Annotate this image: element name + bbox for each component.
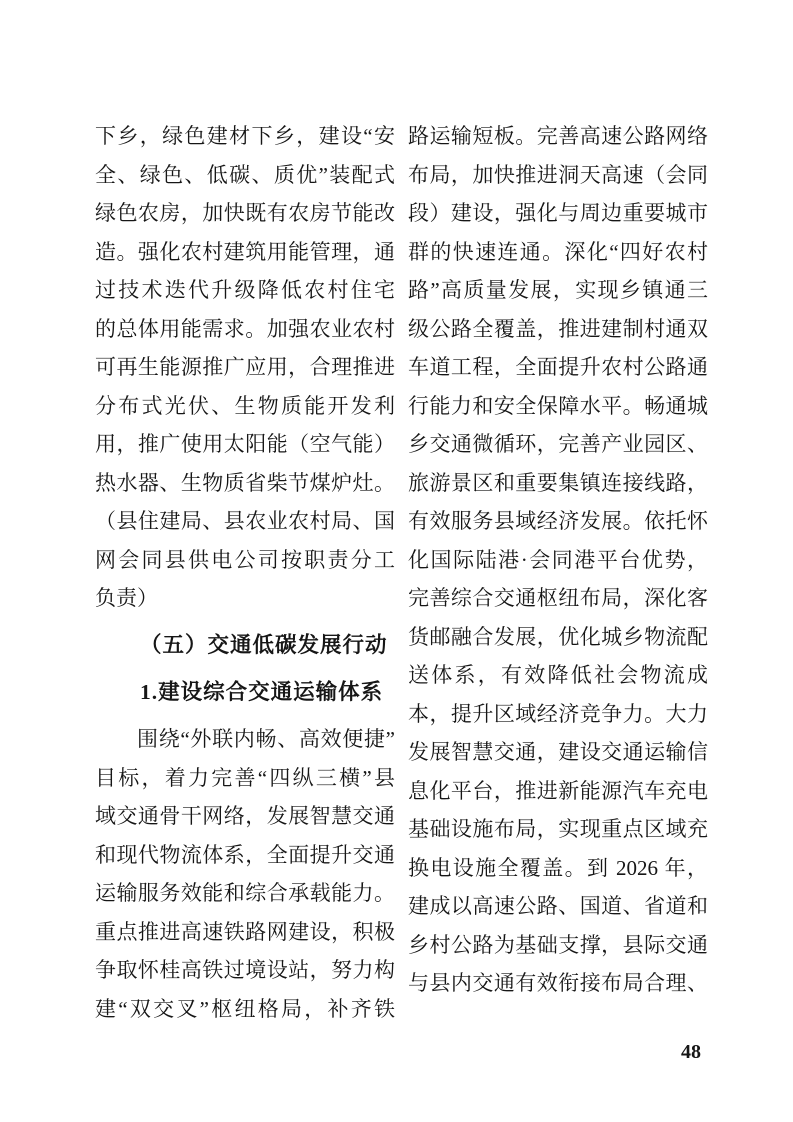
page-content bbox=[95, 117, 708, 1028]
text-line: 建“双交叉”枢纽格局，补齐铁 bbox=[95, 996, 395, 1021]
section-heading: （五）交通低碳发展行动 bbox=[140, 633, 388, 657]
page-number: 48 bbox=[681, 1041, 701, 1063]
text-line: 绿色农房，加快既有农房节能改 bbox=[95, 201, 395, 225]
text-line: 旅游景区和重要集镇连接线路， bbox=[408, 470, 708, 495]
text-line: 化国际陆港·会同港平台优势， bbox=[408, 547, 708, 572]
paragraph-transport-system bbox=[95, 720, 395, 1028]
text-line: 运输服务效能和综合承载能力。 bbox=[95, 881, 395, 905]
subsection-heading: 1.建设综合交通运输体系 bbox=[140, 680, 384, 704]
text-line: 发展智慧交通，建设交通运输信 bbox=[408, 740, 708, 764]
text-line: 目标，着力完善“四纵三横”县 bbox=[95, 765, 395, 790]
left-column bbox=[95, 117, 395, 1028]
text-line: 级公路全覆盖，推进建制村通双 bbox=[408, 316, 708, 341]
text-line: 息化平台，推进新能源汽车充电 bbox=[408, 778, 708, 803]
text-line: 基础设施布局，实现重点区域充 bbox=[408, 817, 708, 841]
text-line: 完善综合交通枢纽布局，深化客 bbox=[408, 586, 708, 610]
text-line: 路”高质量发展，实现乡镇通三 bbox=[408, 278, 708, 302]
text-line: 乡村公路为基础支撑，县际交通 bbox=[408, 932, 708, 957]
text-line: 布局，加快推进洞天高速（会同 bbox=[408, 162, 708, 187]
text-line: 群的快速连通。深化“四好农村 bbox=[408, 239, 708, 264]
text-line: 围绕“外联内畅、高效便捷” bbox=[137, 727, 395, 751]
text-line: 造。强化农村建筑用能管理，通 bbox=[95, 239, 395, 264]
text-line: 用，推广使用太阳能（空气能） bbox=[95, 432, 395, 456]
text-line: 有效服务县域经济发展。依托怀 bbox=[408, 509, 708, 533]
text-line: 的总体用能需求。加强农业农村 bbox=[95, 316, 395, 341]
text-line: 段）建设，强化与周边重要城市 bbox=[408, 201, 708, 225]
text-line: 和现代物流体系，全面提升交通 bbox=[95, 842, 395, 867]
text-line: 下乡，绿色建材下乡，建设“安 bbox=[95, 124, 395, 148]
text-line: 送体系，有效降低社会物流成 bbox=[408, 663, 708, 687]
text-line: 车道工程，全面提升农村公路通 bbox=[408, 355, 708, 379]
text-line: 过技术迭代升级降低农村住宅 bbox=[95, 278, 395, 302]
text-line: 货邮融合发展，优化城乡物流配 bbox=[408, 624, 708, 649]
text-line: 争取怀桂高铁过境设站，努力构 bbox=[95, 958, 395, 982]
text-line: 全、绿色、低碳、质优”装配式 bbox=[95, 162, 395, 187]
text-line: 本，提升区域经济竞争力。大力 bbox=[408, 701, 708, 726]
text-line: 重点推进高速铁路网建设，积极 bbox=[95, 919, 395, 944]
text-line: 可再生能源推广应用，合理推进 bbox=[95, 355, 395, 379]
text-line: 换电设施全覆盖。到 2026 年， bbox=[408, 855, 708, 880]
text-line: 乡交通微循环，完善产业园区、 bbox=[408, 432, 708, 456]
text-line: （县住建局、县农业农村局、国 bbox=[95, 509, 395, 533]
paragraph-building-energy bbox=[95, 117, 395, 618]
text-line: 分布式光伏、生物质能开发利 bbox=[95, 393, 395, 418]
text-line: 建成以高速公路、国道、省道和 bbox=[408, 894, 708, 918]
text-line: 行能力和安全保障水平。畅通城 bbox=[408, 393, 708, 418]
right-column bbox=[408, 117, 708, 1028]
text-line: 热水器、生物质省柴节煤炉灶。 bbox=[95, 470, 395, 495]
text-line: 路运输短板。完善高速公路网络 bbox=[408, 124, 708, 148]
text-line: 与县内交通有效衔接布局合理、 bbox=[408, 971, 708, 995]
text-line: 负责） bbox=[95, 586, 158, 610]
paragraph-transport-continued bbox=[408, 117, 708, 1003]
text-line: 域交通骨干网络，发展智慧交通 bbox=[95, 804, 395, 828]
text-line: 网会同县供电公司按职责分工 bbox=[95, 547, 395, 572]
